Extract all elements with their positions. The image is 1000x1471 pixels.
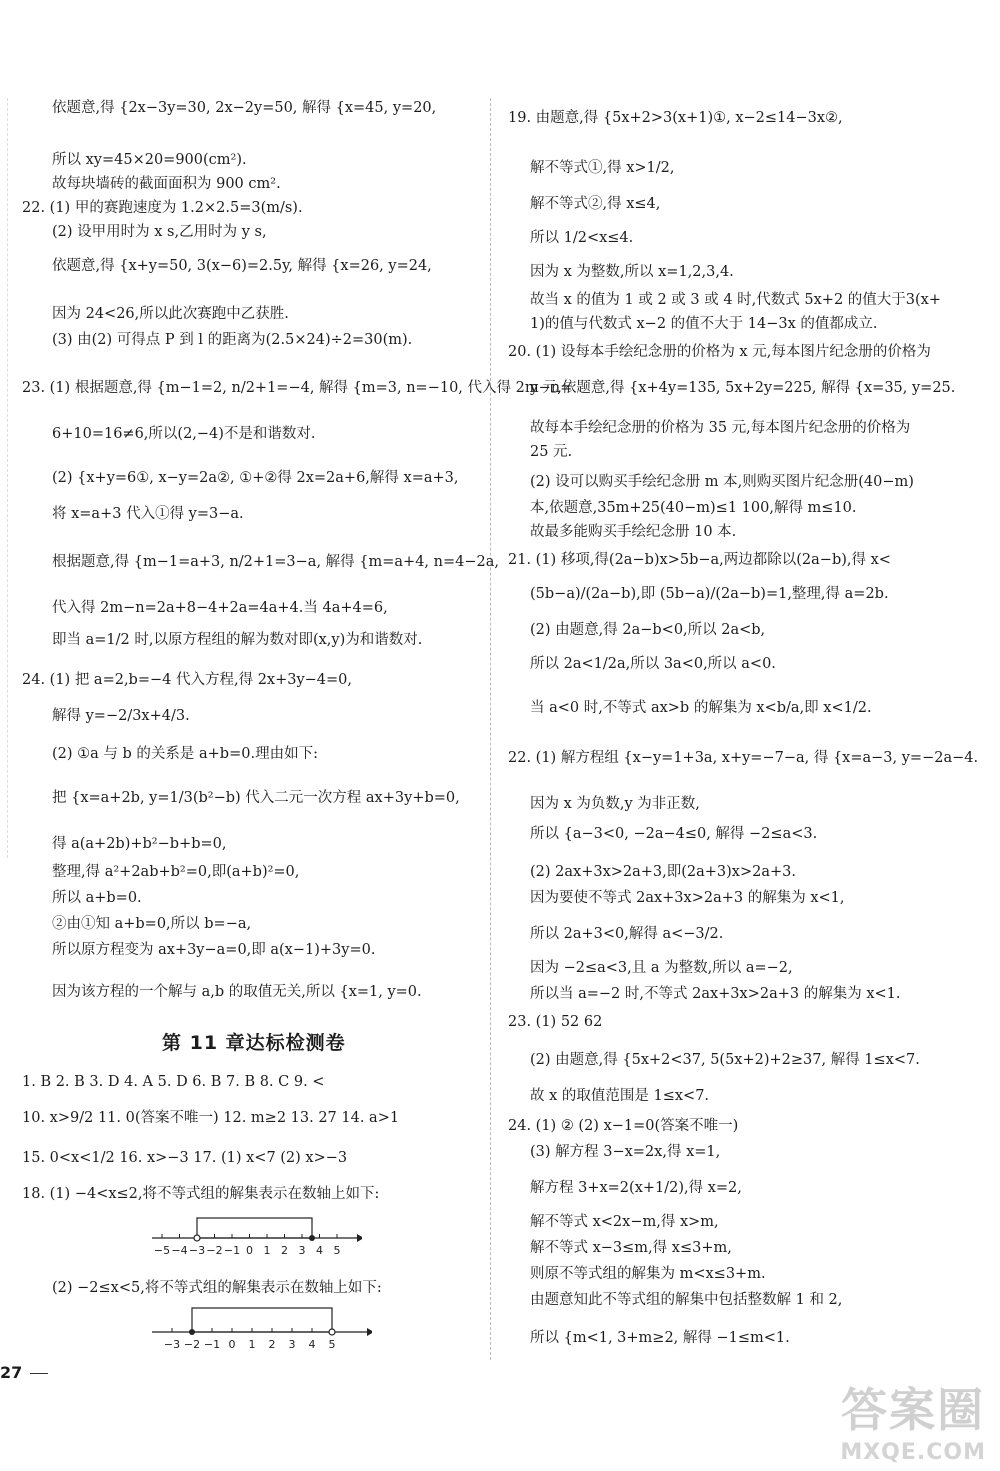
problem-22-line: 22. (1) 甲的赛跑速度为 1.2×2.5=3(m/s).: [22, 200, 303, 216]
text-line: 本,依题意,35m+25(40−m)≤1 100,解得 m≤10.: [530, 500, 857, 516]
text-line: 将 x=a+3 代入①得 y=3−a.: [52, 506, 244, 522]
text-line: 解不等式 x<2x−m,得 x>m,: [530, 1214, 719, 1230]
text-line: 所以 {m<1, 3+m≥2, 解得 −1≤m<1.: [530, 1330, 790, 1346]
text-line: 依题意,得 {x+y=50, 3(x−6)=2.5y, 解得 {x=26, y=24,: [52, 258, 432, 274]
text-line: 因为该方程的一个解与 a,b 的取值无关,所以 {x=1, y=0.: [52, 984, 422, 1000]
tick-label: 4: [308, 1338, 316, 1351]
text-line: 当 a<0 时,不等式 ax>b 的解集为 x<b/a,即 x<1/2.: [530, 700, 872, 716]
problem-20-line: 20. (1) 设每本手绘纪念册的价格为 x 元,每本图片纪念册的价格为: [508, 344, 931, 360]
closed-endpoint: [309, 1235, 315, 1241]
problem-24-line: 24. (1) 把 a=2,b=−4 代入方程,得 2x+3y−4=0,: [22, 672, 353, 688]
text-line: (2) 由题意,得 2a−b<0,所以 2a<b,: [530, 622, 766, 638]
text-line: 所以 xy=45×20=900(cm²).: [52, 152, 247, 168]
text-line: 由题意知此不等式组的解集中包括整数解 1 和 2,: [530, 1292, 843, 1308]
tick-label: −2: [206, 1244, 223, 1257]
tick-label: 0: [228, 1338, 236, 1351]
column-divider: [490, 98, 491, 1360]
text-line: 因为 24<26,所以此次赛跑中乙获胜.: [52, 306, 289, 322]
problem-19-line: 19. 由题意,得 {5x+2>3(x+1)①, x−2≤14−3x②,: [508, 110, 843, 126]
answers-1-9: 1. B 2. B 3. D 4. A 5. D 6. B 7. B 8. C 9. <: [22, 1074, 325, 1090]
text-line: 故每本手绘纪念册的价格为 35 元,每本图片纪念册的价格为: [530, 420, 911, 436]
text-line: 故每块墙砖的截面面积为 900 cm².: [52, 176, 281, 192]
text-line: 所以 1/2<x≤4.: [530, 230, 634, 246]
tick-label: −2: [183, 1338, 201, 1351]
tick-label: 2: [268, 1338, 276, 1351]
open-endpoint: [329, 1329, 335, 1335]
text-line: (2) −2≤x<5,将不等式组的解集表示在数轴上如下:: [52, 1280, 382, 1296]
text-line: 把 {x=a+2b, y=1/3(b²−b) 代入二元一次方程 ax+3y+b=0,: [52, 790, 460, 806]
text-line: 25 元.: [530, 444, 573, 460]
tick-label: 5: [333, 1244, 341, 1257]
text-line: 所以当 a=−2 时,不等式 2ax+3x>2a+3 的解集为 x<1.: [530, 986, 901, 1002]
watermark: [840, 1374, 986, 1465]
tick-label: 4: [316, 1244, 323, 1257]
number-line-1: [152, 1210, 362, 1260]
text-line: 所以 2a<1/2a,所以 3a<0,所以 a<0.: [530, 656, 776, 672]
text-line: y 元,依题意,得 {x+4y=135, 5x+2y=225, 解得 {x=35, y=25.: [530, 380, 956, 396]
text-line: 1)的值与代数式 x−2 的值不大于 14−3x 的值都成立.: [530, 316, 878, 332]
watermark-logo: 答案圈: [841, 1383, 986, 1437]
problem-21-line: 21. (1) 移项,得(2a−b)x>5b−a,两边都除以(2a−b),得 x<: [508, 552, 891, 568]
text-line: (5b−a)/(2a−b),即 (5b−a)/(2a−b)=1,整理,得 a=2b.: [530, 586, 889, 602]
text-line: 故 x 的取值范围是 1≤x<7.: [530, 1088, 710, 1104]
watermark-url: MXQE.COM: [840, 1440, 986, 1465]
text-line: 解不等式 x−3≤m,得 x≤3+m,: [530, 1240, 732, 1256]
text-line: (3) 解方程 3−x=2x,得 x=1,: [530, 1144, 721, 1160]
text-line: 解不等式②,得 x≤4,: [530, 196, 661, 212]
text-line: 因为 −2≤a<3,且 a 为整数,所以 a=−2,: [530, 960, 793, 976]
text-line: (2) 由题意,得 {5x+2<37, 5(5x+2)+2≥37, 解得 1≤x<7.: [530, 1052, 920, 1068]
section-title: 第 11 章达标检测卷: [162, 1032, 346, 1054]
problem-23-line: 23. (1) 根据题意,得 {m−1=2, n/2+1=−4, 解得 {m=3, n=−10, 代入得 2m−n=: [22, 380, 573, 396]
number-line-2: [152, 1304, 372, 1354]
tick-label: 1: [263, 1244, 271, 1257]
text-line: (2) 设可以购买手绘纪念册 m 本,则购买图片纪念册(40−m): [530, 474, 914, 490]
text-line: 故最多能购买手绘纪念册 10 本.: [530, 524, 737, 540]
problem-22-line: 22. (1) 解方程组 {x−y=1+3a, x+y=−7−a, 得 {x=a−3, y=−2a−4.: [508, 750, 979, 766]
answers-15-17: 15. 0<x<1/2 16. x>−3 17. (1) x<7 (2) x>−3: [22, 1150, 348, 1166]
page-number: 27: [0, 1363, 23, 1382]
text-line: 即当 a=1/2 时,以原方程组的解为数对即(x,y)为和谐数对.: [52, 632, 423, 648]
tick-label: 2: [281, 1244, 288, 1257]
text-line: 6+10=16≠6,所以(2,−4)不是和谐数对.: [52, 426, 316, 442]
solution-interval-2: [192, 1308, 332, 1332]
text-line: 故当 x 的值为 1 或 2 或 3 或 4 时,代数式 5x+2 的值大于3(x+: [530, 292, 941, 308]
answers-10-14: 10. x>9/2 11. 0(答案不唯一) 12. m≥2 13. 27 14. a>1: [22, 1110, 400, 1126]
text-line: ②由①知 a+b=0,所以 b=−a,: [52, 916, 252, 932]
text-line: 依题意,得 {2x−3y=30, 2x−2y=50, 解得 {x=45, y=20,: [52, 100, 437, 116]
tick-label: −5: [153, 1244, 171, 1257]
tick-label: 5: [328, 1338, 336, 1351]
text-line: 解得 y=−2/3x+4/3.: [52, 708, 190, 724]
text-line: 所以原方程变为 ax+3y−a=0,即 a(x−1)+3y=0.: [52, 942, 376, 958]
text-line: (2) {x+y=6①, x−y=2a②, ①+②得 2x=2a+6,解得 x=a+3,: [52, 470, 459, 486]
tick-label: 3: [298, 1244, 306, 1257]
tick-label: −1: [203, 1338, 221, 1351]
problem-23-line: 23. (1) 52 62: [508, 1014, 603, 1030]
text-line: 因为 x 为整数,所以 x=1,2,3,4.: [530, 264, 734, 280]
text-line: 因为要使不等式 2ax+3x>2a+3 的解集为 x<1,: [530, 890, 845, 906]
text-line: 解方程 3+x=2(x+1/2),得 x=2,: [530, 1180, 742, 1196]
text-line: 则原不等式组的解集为 m<x≤3+m.: [530, 1266, 766, 1282]
tick-label: −1: [223, 1244, 241, 1257]
page-number-dash: [30, 1373, 48, 1374]
tick-label: −3: [163, 1338, 181, 1351]
problem-24-line: 24. (1) ② (2) x−1=0(答案不唯一): [508, 1118, 739, 1134]
text-line: 所以 {a−3<0, −2a−4≤0, 解得 −2≤a<3.: [530, 826, 818, 842]
text-line: 解不等式①,得 x>1/2,: [530, 160, 675, 176]
left-margin-mark: [7, 98, 8, 858]
text-line: 所以 a+b=0.: [52, 890, 142, 906]
text-line: 所以 2a+3<0,解得 a<−3/2.: [530, 926, 724, 942]
text-line: (2) ①a 与 b 的关系是 a+b=0.理由如下:: [52, 746, 318, 762]
tick-label: 0: [246, 1244, 253, 1257]
tick-label: −3: [188, 1244, 206, 1257]
open-endpoint: [194, 1235, 200, 1241]
text-line: (2) 设甲用时为 x s,乙用时为 y s,: [52, 224, 267, 240]
tick-label: −4: [171, 1244, 188, 1257]
text-line: 根据题意,得 {m−1=a+3, n/2+1=3−a, 解得 {m=a+4, n=4−2a,: [52, 554, 499, 570]
tick-label: 1: [248, 1338, 256, 1351]
problem-18-line: 18. (1) −4<x≤2,将不等式组的解集表示在数轴上如下:: [22, 1186, 380, 1202]
text-line: 整理,得 a²+2ab+b²=0,即(a+b)²=0,: [52, 864, 300, 880]
text-line: 代入得 2m−n=2a+8−4+2a=4a+4.当 4a+4=6,: [52, 600, 388, 616]
tick-label: 3: [288, 1338, 296, 1351]
text-line: 因为 x 为负数,y 为非正数,: [530, 796, 700, 812]
closed-endpoint: [189, 1329, 195, 1335]
text-line: (3) 由(2) 可得点 P 到 l 的距离为(2.5×24)÷2=30(m).: [52, 332, 413, 348]
text-line: 得 a(a+2b)+b²−b+b=0,: [52, 836, 227, 852]
text-line: (2) 2ax+3x>2a+3,即(2a+3)x>2a+3.: [530, 864, 796, 880]
